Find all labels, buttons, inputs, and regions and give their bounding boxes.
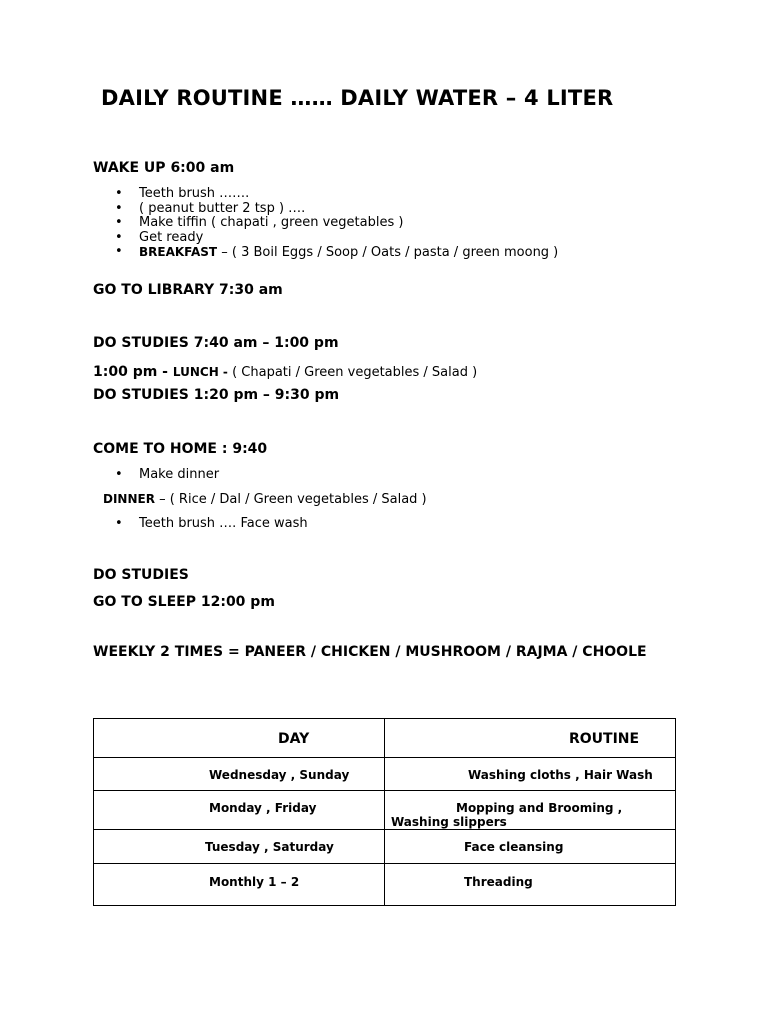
table-header-row (94, 719, 676, 758)
weekly-menu: WEEKLY 2 TIMES = PANEER / CHICKEN / MUSHROOM / RAJMA / CHOOLE (93, 644, 647, 660)
table-cell-routine: Threading (385, 864, 676, 906)
bullet-icon: • (115, 516, 123, 531)
breakfast-text: – ( 3 Boil Eggs / Soop / Oats / pasta / green moong ) (217, 245, 559, 260)
do-studies-afternoon: DO STUDIES 1:20 pm – 9:30 pm (93, 387, 340, 403)
table-row (94, 791, 676, 830)
list-item: • Get ready (115, 229, 204, 245)
dinner-label: DINNER (103, 492, 155, 506)
list-item: • Make tiffin ( chapati , green vegetables ) (115, 215, 404, 230)
lunch-time: 1:00 pm - (93, 364, 173, 380)
table-row (94, 864, 676, 906)
list-item: • Make dinner (115, 467, 220, 482)
table-cell-routine: Face cleansing (385, 830, 676, 864)
do-studies-morning: DO STUDIES 7:40 am – 1:00 pm (93, 335, 339, 351)
list-item: • Teeth brush ……. (115, 186, 250, 201)
table-cell-routine: Washing cloths , Hair Wash (385, 758, 676, 791)
come-home-heading: COME TO HOME : 9:40 (93, 441, 268, 457)
table-row (94, 758, 676, 791)
list-item: • ( peanut butter 2 tsp ) …. (115, 200, 306, 216)
wake-up-list (93, 187, 558, 260)
table-cell-day: Monday , Friday (94, 791, 385, 830)
breakfast-label: BREAKFAST (139, 245, 218, 259)
list-item: • Teeth brush …. Face wash (115, 516, 308, 531)
page-title: DAILY ROUTINE …… DAILY WATER – 4 LITER (101, 86, 614, 110)
table-header-routine: ROUTINE (385, 719, 676, 758)
table-row (94, 830, 676, 864)
table-cell-day: Tuesday , Saturday (94, 830, 385, 864)
do-studies-night: DO STUDIES (93, 567, 189, 583)
table-cell-day: Wednesday , Sunday (94, 758, 385, 791)
breakfast-item (93, 245, 558, 260)
bullet-icon: • (115, 467, 123, 482)
table-cell-day: Monthly 1 – 2 (94, 864, 385, 906)
come-home-list (93, 468, 219, 483)
bullet-icon: • (115, 215, 123, 230)
bullet-icon: • (115, 244, 123, 259)
go-to-sleep: GO TO SLEEP 12:00 pm (93, 594, 275, 610)
go-to-library: GO TO LIBRARY 7:30 am (93, 282, 283, 298)
table-header-day: DAY (94, 719, 385, 758)
lunch-text: ( Chapati / Green vegetables / Salad ) (232, 365, 478, 380)
table-cell-routine: Mopping and Brooming , Washing slippers (385, 791, 676, 830)
dinner-text: – ( Rice / Dal / Green vegetables / Salad ) (154, 492, 427, 507)
weekly-routine-table (93, 718, 676, 906)
come-home-list-2 (93, 517, 308, 532)
lunch-line (93, 361, 477, 380)
bullet-icon: • (115, 229, 123, 245)
wake-up-heading: WAKE UP 6:00 am (93, 160, 235, 176)
bullet-icon: • (115, 200, 123, 216)
lunch-label: LUNCH - (172, 365, 233, 379)
bullet-icon: • (115, 186, 123, 201)
dinner-line (103, 492, 427, 507)
